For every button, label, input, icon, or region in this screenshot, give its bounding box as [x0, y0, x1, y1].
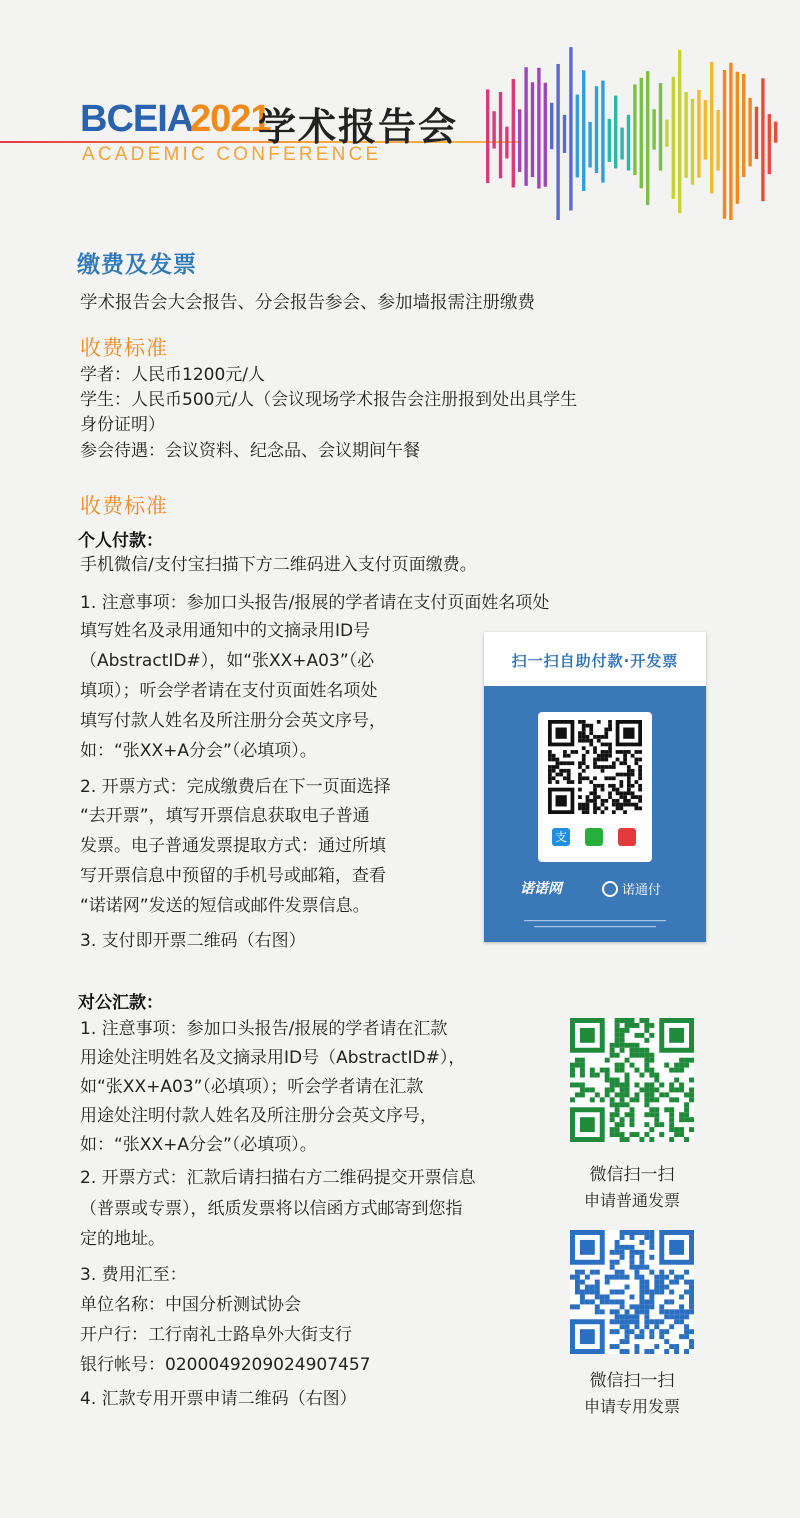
brand-logo-text: BCEIA: [80, 98, 194, 140]
wave-bar: [499, 92, 502, 178]
wave-bar: [505, 127, 508, 159]
wave-bar: [544, 83, 547, 187]
wave-bar: [729, 63, 732, 220]
alipay-icon: 支: [552, 828, 570, 846]
wave-bar: [774, 122, 777, 143]
corporate-invoice-line2: （普票或专票），纸质发票将以信函方式邮寄到您指: [80, 1199, 463, 1219]
invoice-note-line1: 2. 开票方式：完成缴费后在下一页面选择: [80, 777, 391, 797]
qr2-caption-line1: 微信扫一扫: [589, 1371, 675, 1391]
payment-card-title: 扫一扫自助付款·开发票: [511, 652, 679, 670]
wave-bar: [608, 119, 611, 162]
qr2-caption-line2: 申请专用发票: [583, 1397, 680, 1416]
corporate-note-line4: 用途处注明付款人姓名及所注册分会英文序号，: [80, 1106, 437, 1126]
wave-bar: [633, 84, 636, 175]
wave-bar: [537, 68, 540, 189]
personal-note-line1: 1. 注意事项：参加口头报告/报展的学者请在支付页面姓名项处: [80, 593, 550, 613]
invoice-note-line5: “诺诺网”发送的短信或邮件发票信息。: [80, 896, 370, 916]
wave-bar: [620, 128, 623, 160]
wave-bar: [556, 64, 559, 220]
fee-student-line2: 身份证明）: [80, 415, 165, 435]
personal-payment-title: 个人付款：: [78, 531, 163, 551]
payment-qr-panel: [538, 712, 652, 862]
corporate-invoice-line3: 定的地址。: [80, 1229, 165, 1249]
personal-note-line4: 填项）；听会学者请在支付页面姓名项处: [80, 681, 378, 701]
nuotongfu-label: 诺通付: [622, 883, 662, 898]
invoice-note-line3: 发票。电子普通发票提取方式：通过所填: [80, 836, 386, 856]
special-invoice-qr-code[interactable]: [570, 1230, 694, 1354]
personal-note-line5: 填写付款人姓名及所注册分会英文序号，: [80, 711, 386, 731]
corporate-note-line2: 用途处注明姓名及文摘录用ID号（AbstractID#），: [80, 1048, 466, 1068]
wave-bar: [761, 78, 764, 201]
corporate-note-line3: 如“张XX+A03”（必填项）；听会学者请在汇款: [80, 1077, 424, 1097]
wave-bar: [569, 47, 572, 210]
payment-card-header: [484, 632, 706, 686]
section-title-payment: 缴费及发票: [77, 252, 197, 278]
wave-bar: [652, 109, 655, 149]
payment-qr-code[interactable]: [548, 720, 642, 814]
sound-wave-graphic: [486, 40, 786, 220]
wave-bar: [512, 79, 515, 187]
intro-text: 学术报告会大会报告、分会报告参会、参加墙报需注册缴费: [80, 293, 535, 313]
general-invoice-qr-code[interactable]: [570, 1018, 694, 1142]
personal-note-line3: （AbstractID#），如“张XX+A03”（必: [80, 651, 375, 671]
personal-note-line6: 如：“张XX+A分会”（必填项）。: [80, 741, 317, 761]
qr1-caption-line1: 微信扫一扫: [589, 1165, 675, 1185]
wave-bar: [659, 83, 662, 171]
wave-bar: [531, 82, 534, 177]
invoice-note-line2: “去开票”，填写开票信息获取电子普通: [80, 806, 370, 826]
fee-student-line1: 学生：人民币500元/人（会议现场学术报告会注册报到处出具学生: [80, 390, 578, 410]
pay-qr-note: 3. 支付即开票二维码（右图）: [80, 931, 306, 951]
invoice-note-line4: 写开票信息中预留的手机号或邮箱，查看: [80, 866, 386, 886]
payment-subtitle: 收费标准: [80, 494, 168, 518]
fee-scholar: 学者：人民币1200元/人: [80, 365, 265, 385]
wave-bar: [710, 62, 713, 193]
wave-bar: [563, 115, 566, 153]
wave-bar: [518, 109, 521, 172]
wave-bar: [550, 103, 553, 149]
wave-bar: [492, 111, 495, 148]
brand-title-cn: 学术报告会: [258, 105, 459, 149]
wave-bar: [601, 81, 604, 183]
unionpay-icon: [618, 828, 636, 846]
wave-bar: [595, 86, 598, 173]
remit-qr-note: 4. 汇款专用开票申请二维码（右图）: [80, 1389, 357, 1409]
wave-bar: [684, 92, 687, 178]
remit-unit-name: 单位名称：中国分析测试协会: [80, 1295, 301, 1315]
wave-bar: [704, 100, 707, 160]
nuotongfu-logo: [602, 879, 661, 898]
wave-bar: [716, 110, 719, 171]
corporate-note-line5: 如：“张XX+A分会”（必填项）。: [80, 1135, 317, 1155]
corporate-note-line1: 1. 注意事项：参加口头报告/报展的学者请在汇款: [80, 1019, 448, 1039]
personal-note-line2: 填写姓名及录用通知中的文摘录用ID号: [80, 621, 371, 641]
nuonuo-logo: 诺诺网: [520, 881, 562, 897]
wave-bar: [672, 77, 675, 199]
wave-bar: [665, 120, 668, 147]
fee-benefits: 参会待遇：会议资料、纪念品、会议期间午餐: [80, 441, 420, 461]
wave-bar: [588, 122, 591, 168]
fees-subtitle: 收费标准: [80, 336, 168, 360]
wave-bar: [691, 99, 694, 185]
wave-bar: [582, 70, 585, 191]
wave-bar: [640, 78, 643, 188]
wave-bar: [576, 95, 579, 178]
wave-bar: [486, 89, 489, 183]
corporate-invoice-line1: 2. 开票方式：汇款后请扫描右方二维码提交开票信息: [80, 1168, 476, 1188]
wave-bar: [678, 50, 681, 213]
card-footer-fineprint: [504, 918, 686, 930]
wechat-pay-icon: [585, 828, 603, 846]
payment-qr-card[interactable]: [484, 632, 706, 942]
wave-bar: [627, 115, 630, 171]
wave-bar: [736, 72, 739, 204]
corporate-payment-title: 对公汇款：: [78, 993, 163, 1013]
wave-bar: [524, 67, 527, 186]
wave-bar: [646, 71, 649, 205]
wave-bar: [742, 74, 745, 177]
wave-bar: [755, 107, 758, 159]
nuotongfu-icon: [602, 881, 618, 897]
qr1-caption-line2: 申请普通发票: [583, 1191, 680, 1210]
brand-title-en: ACADEMIC CONFERENCE: [82, 144, 382, 165]
personal-intro: 手机微信/支付宝扫描下方二维码进入支付页面缴费。: [80, 555, 477, 575]
wave-bar: [723, 70, 726, 219]
wave-bar: [697, 90, 700, 178]
wave-bar: [748, 98, 751, 167]
wave-bar: [614, 96, 617, 169]
remit-bank: 开户行：工行南礼士路阜外大街支行: [80, 1325, 352, 1345]
wave-bar: [768, 114, 771, 174]
brand-year: 2021: [190, 98, 271, 140]
remit-title: 3. 费用汇至：: [80, 1265, 187, 1285]
remit-account: 银行帐号：0200049209024907457: [80, 1355, 371, 1375]
